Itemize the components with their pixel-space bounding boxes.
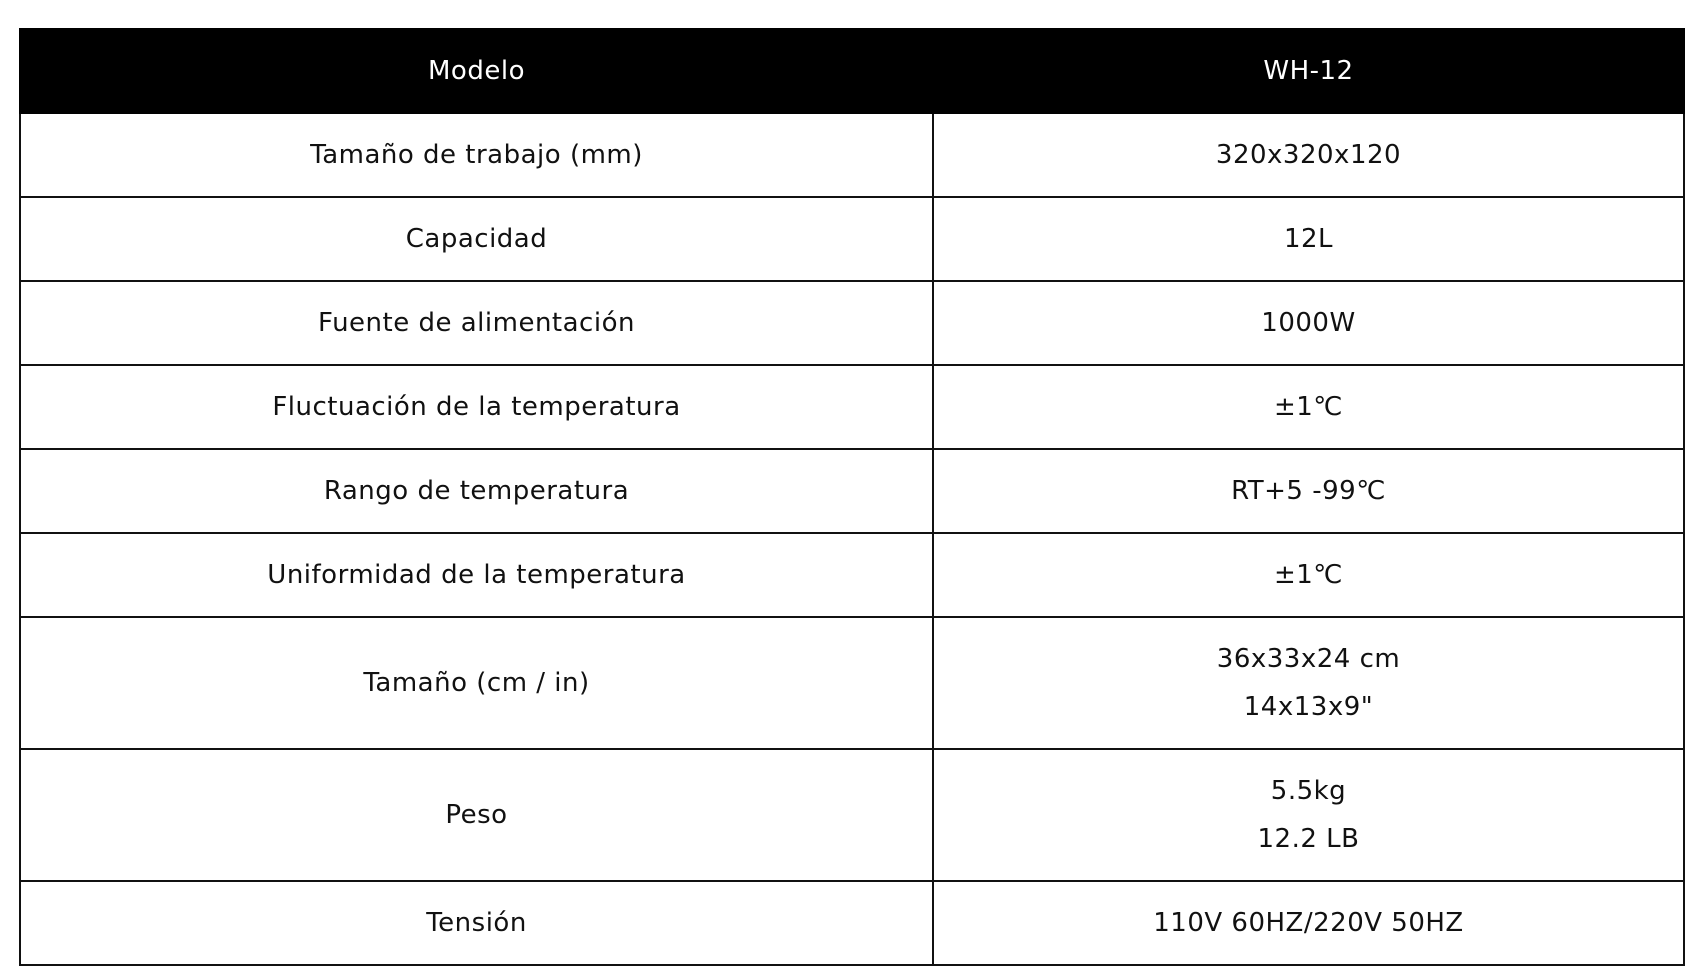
row-value-weight xyxy=(933,749,1684,881)
value-line: 110V 60HZ/220V 50HZ xyxy=(1153,908,1464,938)
value-line: 14x13x9" xyxy=(1243,692,1374,722)
row-value-temp-range xyxy=(933,449,1684,533)
table-row xyxy=(20,533,1684,617)
table-row xyxy=(20,881,1684,965)
spec-table xyxy=(19,28,1685,966)
row-label-size: Tamaño (cm / in) xyxy=(20,617,933,749)
row-label-temp-uniformity: Uniformidad de la temperatura xyxy=(20,533,933,617)
table-row xyxy=(20,365,1684,449)
header-label-cell: Modelo xyxy=(20,29,933,113)
value-line: 36x33x24 cm xyxy=(1216,644,1401,674)
value-line: 320x320x120 xyxy=(1215,140,1402,170)
row-value-capacity xyxy=(933,197,1684,281)
row-label-weight: Peso xyxy=(20,749,933,881)
row-label-temp-fluctuation: Fluctuación de la temperatura xyxy=(20,365,933,449)
row-value-power xyxy=(933,281,1684,365)
row-value-working-size xyxy=(933,113,1684,197)
value-line: 1000W xyxy=(1261,308,1356,338)
value-line: ±1℃ xyxy=(1273,392,1344,422)
table-row xyxy=(20,113,1684,197)
table-row xyxy=(20,449,1684,533)
table-header-row xyxy=(20,29,1684,113)
table-row xyxy=(20,197,1684,281)
value-line: 12.2 LB xyxy=(1257,824,1360,854)
row-label-temp-range: Rango de temperatura xyxy=(20,449,933,533)
value-line: 5.5kg xyxy=(1270,776,1347,806)
header-value-cell: WH-12 xyxy=(933,29,1684,113)
table-row xyxy=(20,281,1684,365)
row-value-size xyxy=(933,617,1684,749)
value-line: ±1℃ xyxy=(1273,560,1344,590)
row-label-power: Fuente de alimentación xyxy=(20,281,933,365)
table-row xyxy=(20,749,1684,881)
row-label-working-size: Tamaño de trabajo (mm) xyxy=(20,113,933,197)
row-label-voltage: Tensión xyxy=(20,881,933,965)
row-value-temp-fluctuation xyxy=(933,365,1684,449)
value-line: RT+5 -99℃ xyxy=(1231,476,1386,506)
value-line: 12L xyxy=(1283,224,1334,254)
row-label-capacity: Capacidad xyxy=(20,197,933,281)
row-value-voltage xyxy=(933,881,1684,965)
table-row xyxy=(20,617,1684,749)
row-value-temp-uniformity xyxy=(933,533,1684,617)
